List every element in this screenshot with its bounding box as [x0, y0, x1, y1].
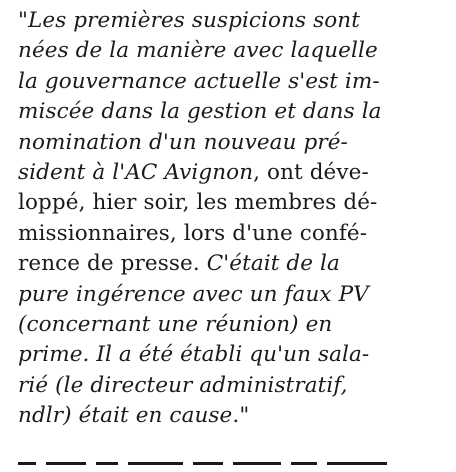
paragraph-line: [18, 280, 450, 310]
quote-text: C'était de la: [206, 251, 340, 277]
paragraph-line: [18, 158, 450, 188]
paragraph-line: [18, 188, 450, 218]
paragraph-line: [18, 6, 450, 36]
quote-text: ndlr) était en cause.": [18, 403, 250, 429]
quote-text: la gouvernance actuelle s'est im-: [18, 68, 380, 94]
paragraph-line: [18, 371, 450, 401]
paragraph-line: [18, 128, 450, 158]
cropped-next-line-fragment: [18, 462, 438, 472]
quote-text: miscée dans la gestion et dans la: [18, 99, 382, 125]
quote-text: (concernant une réunion) en: [18, 311, 333, 337]
paragraph-line: [18, 36, 450, 66]
body-text: rence de presse.: [18, 251, 207, 277]
body-text: , ont déve-: [253, 159, 369, 185]
paragraph-line: [18, 310, 450, 340]
article-paragraph: [18, 6, 450, 431]
paragraph-line: [18, 249, 450, 279]
quote-text: prime. Il a été établi qu'un sala-: [18, 342, 370, 368]
paragraph-line: [18, 340, 450, 370]
quote-text: "Les premières suspicions sont: [18, 8, 360, 33]
paragraph-line: [18, 67, 450, 97]
quote-text: pure ingérence avec un faux PV: [18, 281, 369, 307]
quote-text: rié (le directeur administratif,: [18, 372, 348, 398]
paragraph-line: [18, 219, 450, 249]
quote-text: sident à l'AC Avignon: [18, 159, 254, 185]
quote-text: nomination d'un nouveau pré-: [18, 129, 348, 155]
paragraph-line: [18, 97, 450, 127]
quote-text: nées de la manière avec laquelle: [18, 38, 378, 64]
body-text: loppé, hier soir, les membres dé-: [18, 190, 378, 216]
paragraph-line: [18, 401, 450, 431]
body-text: missionnaires, lors d'une confé-: [18, 220, 368, 246]
